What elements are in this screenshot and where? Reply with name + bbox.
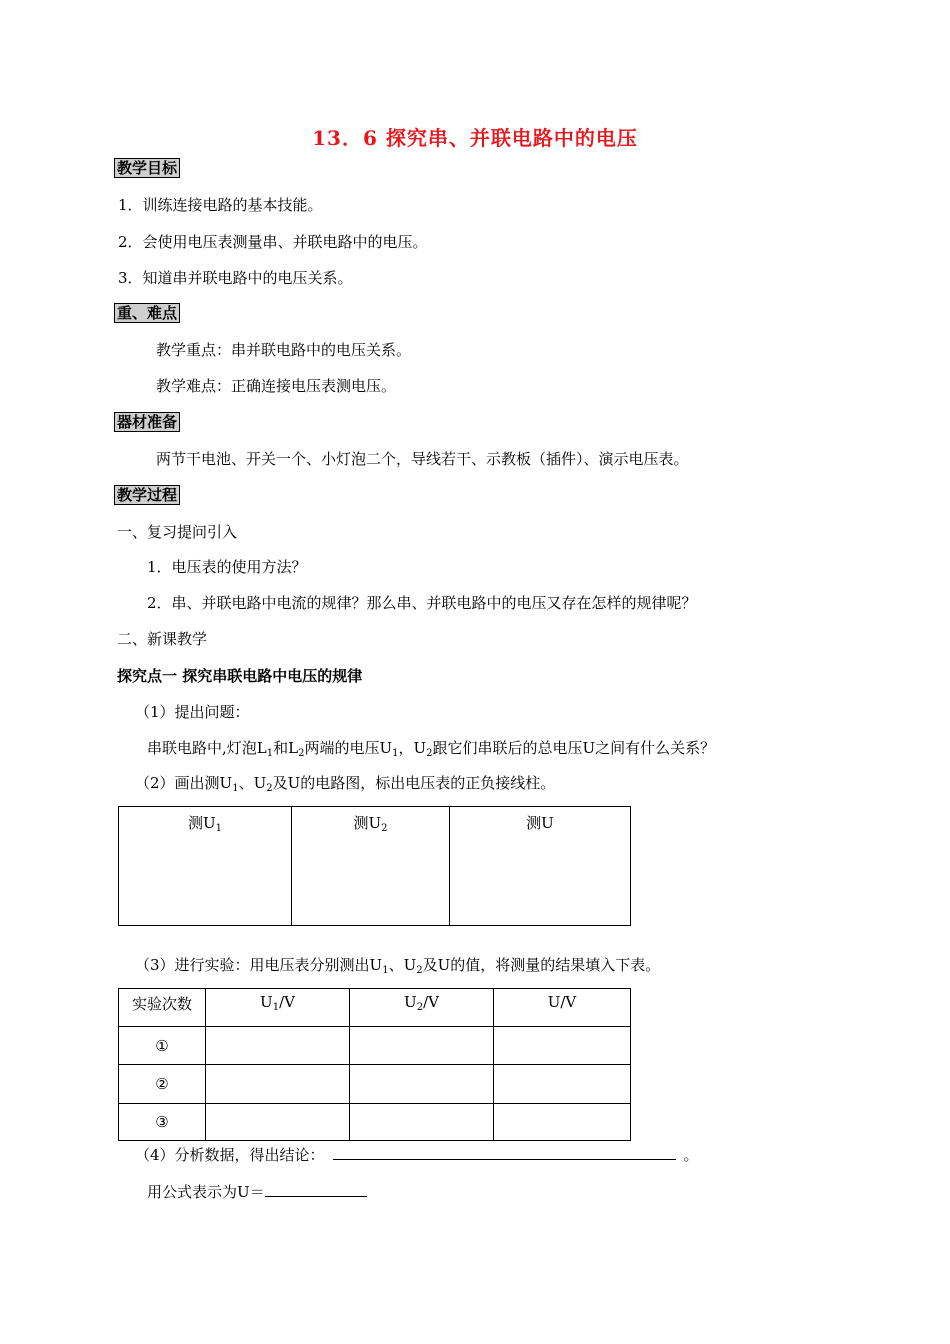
table-header: U/V xyxy=(494,989,631,1027)
materials-text: 两节干电池、开关一个、小灯泡二个，导线若干、示教板（插件）、演示电压表。 xyxy=(156,450,689,468)
explore-point-heading: 探究点一 探究串联电路中电压的规律 xyxy=(117,667,363,685)
table-header: $U_2/V$ xyxy=(350,989,494,1027)
input-cell-u[interactable] xyxy=(494,1065,631,1104)
table-row xyxy=(119,1065,631,1104)
diagram-cell-u[interactable]: 测U xyxy=(450,807,631,926)
step-four: （4）分析数据，得出结论： 。 xyxy=(135,1146,699,1164)
input-cell-u1[interactable] xyxy=(206,1104,350,1141)
table-row xyxy=(119,1104,631,1141)
table-header: 实验次数 xyxy=(119,989,206,1027)
data-table xyxy=(118,988,631,1141)
section-heading-key-points: 重、难点 xyxy=(114,303,180,323)
key-point-difficulty: 教学难点：正确连接电压表测电压。 xyxy=(156,377,397,395)
trial-number: ② xyxy=(119,1065,206,1104)
trial-number: ③ xyxy=(119,1104,206,1141)
trial-number: ① xyxy=(119,1027,206,1065)
section-heading-process: 教学过程 xyxy=(114,485,180,505)
table-row xyxy=(119,1027,631,1065)
section-heading-materials: 器材准备 xyxy=(114,412,180,432)
key-point-focus: 教学重点：串并联电路中的电压关系。 xyxy=(156,341,412,359)
diagram-cell-u1[interactable]: 测$U_1$ xyxy=(119,807,292,926)
input-cell-u2[interactable] xyxy=(350,1104,494,1141)
input-cell-u1[interactable] xyxy=(206,1027,350,1065)
research-question: 串联电路中,灯泡$L_1$和$L_2$两端的电压$U_1$，$U_2$跟它们串联后的总电压U之间有什么关系？ xyxy=(147,739,716,759)
step-one: （1）提出问题： xyxy=(135,703,250,721)
input-cell-u2[interactable] xyxy=(350,1027,494,1065)
objective-item: 3．知道串并联电路中的电压关系。 xyxy=(118,269,353,287)
part-two-heading: 二、新课教学 xyxy=(117,630,208,648)
input-cell-u[interactable] xyxy=(494,1027,631,1065)
part-one-heading: 一、复习提问引入 xyxy=(117,523,238,541)
input-cell-u2[interactable] xyxy=(350,1065,494,1104)
diagram-cell-u2[interactable]: 测$U_2$ xyxy=(292,807,450,926)
objective-item: 2．会使用电压表测量串、并联电路中的电压。 xyxy=(118,233,428,251)
page-title: 13．6 探究串、并联电路中的电压 xyxy=(312,126,638,150)
section-heading-objectives: 教学目标 xyxy=(114,158,180,178)
step-three: （3）进行实验：用电压表分别测出$U_1$、$U_2$及U的值，将测量的结果填入下表。 xyxy=(135,956,661,976)
table-header: $U_1/V$ xyxy=(206,989,350,1027)
circuit-diagram-table xyxy=(118,806,631,926)
step-two: （2）画出测$U_1$、$U_2$及U的电路图，标出电压表的正负接线柱。 xyxy=(135,774,556,794)
conclusion-blank[interactable] xyxy=(333,1145,676,1160)
formula-blank[interactable] xyxy=(265,1182,367,1197)
review-question: 1．电压表的使用方法？ xyxy=(147,558,307,576)
review-question: 2．串、并联电路中电流的规律？那么串、并联电路中的电压又存在怎样的规律呢？ xyxy=(147,594,697,612)
input-cell-u[interactable] xyxy=(494,1104,631,1141)
objective-item: 1．训练连接电路的基本技能。 xyxy=(118,196,323,214)
input-cell-u1[interactable] xyxy=(206,1065,350,1104)
formula-line: 用公式表示为U＝ xyxy=(147,1182,367,1202)
